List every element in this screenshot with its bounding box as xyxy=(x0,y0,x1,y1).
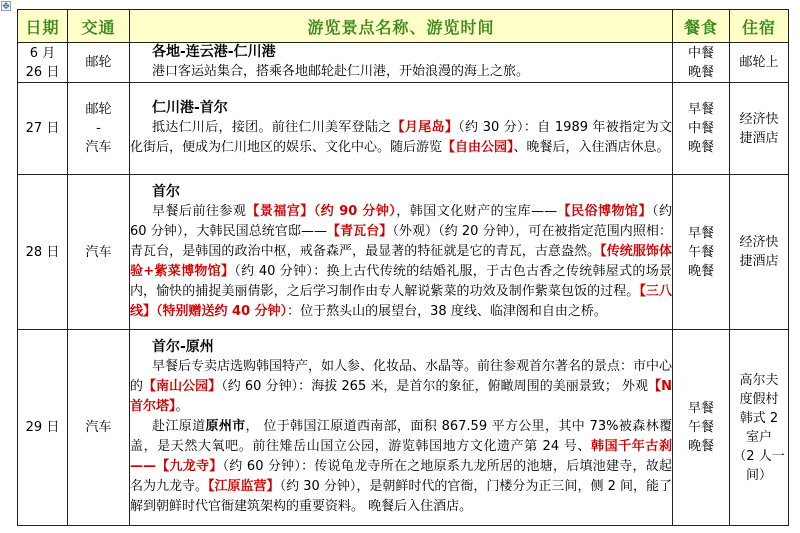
text-run: ：位于熬头山的展望台，38 度线、临津阁和自由之桥。 xyxy=(287,303,607,319)
text-run: 港口客运站集合，搭乘各地邮轮赴仁川港，开始浪漫的海上之旅。 xyxy=(152,64,530,79)
header-meals: 餐食 xyxy=(673,10,730,43)
header-date: 日期 xyxy=(18,10,68,43)
text-run: （约 40 分钟）：换上古代传统的结婚礼服，于古色古香之传统韩屋式的场景内，愉快的捕捉美丽倩影，之后学习制作由专人解说紫菜的功效及制作紫菜包饭的过程。 xyxy=(130,263,672,299)
itinerary-table xyxy=(17,9,789,526)
day-description xyxy=(130,357,672,417)
highlight-attraction: 【景福宫】（约 90 分钟） xyxy=(246,203,397,219)
highlight-attraction: 【月尾岛】 xyxy=(391,120,459,135)
highlight-attraction: 【N 首尔塔】 xyxy=(130,379,672,414)
highlight-attraction: 【三八线】（特别赠送约 40 分钟） xyxy=(130,283,672,319)
text-run: （约 60 分钟）：海拔 265 米，是首尔的象征，俯瞰周围的美丽景致； 外观 xyxy=(221,379,649,394)
hotel-cell-line: 韩式 2 xyxy=(739,410,779,426)
hotel-cell-line: 邮轮上 xyxy=(739,55,779,70)
meals-cell-line: 晚餐 xyxy=(687,64,714,80)
header-hotel: 住宿 xyxy=(730,10,789,43)
date-cell-line: 28 日 xyxy=(25,244,60,260)
traffic-cell xyxy=(68,83,130,175)
day-title: 首尔 xyxy=(152,183,180,200)
text-run: ， 位于韩国江原道西南部，面积 867.59 平方公里，其中 73%被森林覆盖，是天然大氧吧。前往雉岳山国立公园，游览韩国地方文化遗产第 24 号、 xyxy=(130,419,672,454)
highlight-attraction: 【民俗博物馆】 xyxy=(557,203,652,219)
text-run: （外观）（约 20 分钟），可在被指定范围内照相：青瓦台，是韩国的政治中枢，戒备森严，最显著的特征就是它的青瓦，古意盎然。 xyxy=(130,223,672,259)
meals-cell-line: 早餐 xyxy=(687,102,714,117)
date-cell-line: 27 日 xyxy=(25,121,60,136)
header-row xyxy=(18,10,789,43)
highlight-attraction: 韩国千年古刹——【九龙寺】 xyxy=(130,439,672,474)
meals-cell xyxy=(673,43,730,83)
text-run: 早餐后前往参观 xyxy=(152,203,247,219)
hotel-cell-line: 捷酒店 xyxy=(739,254,779,269)
text-run: 赴江原道 xyxy=(152,419,206,434)
traffic-cell-line: 邮轮 xyxy=(85,55,112,70)
traffic-cell xyxy=(68,330,130,526)
table-row xyxy=(18,83,789,175)
highlight-attraction: 【传统服饰体验+紫菜博物馆】 xyxy=(130,243,672,279)
header-traffic: 交通 xyxy=(68,10,130,43)
hotel-cell-line: （2 人一 xyxy=(733,448,785,464)
hotel-cell-line: 室户 xyxy=(745,429,772,445)
meals-cell-line: 早餐 xyxy=(687,401,714,416)
meals-cell-line: 午餐 xyxy=(687,420,714,435)
table-row xyxy=(18,175,789,330)
date-cell-line: 29 日 xyxy=(25,420,60,435)
highlight-attraction: 【青瓦台】 xyxy=(326,223,393,239)
traffic-cell-line: - xyxy=(96,121,101,136)
day-title: 各地-连云港-仁川港 xyxy=(152,44,276,60)
traffic-cell-line: 汽车 xyxy=(85,244,112,260)
text-run: ，韩国文化财产的宝库—— xyxy=(396,203,558,219)
detail-cell xyxy=(130,330,673,526)
detail-cell xyxy=(130,43,673,83)
traffic-cell-line: 汽车 xyxy=(85,140,112,155)
hotel-cell-line: 经济快 xyxy=(739,111,779,127)
traffic-cell xyxy=(68,175,130,330)
meals-cell xyxy=(673,175,730,330)
meals-cell-line: 午餐 xyxy=(687,244,714,260)
text-run: （约 60 分钟）：传说龟龙寺所在之地原系九龙所居的池塘，后填池建寺，故起名为九龙寺。 xyxy=(130,459,672,494)
hotel-cell-line: 高尔夫 xyxy=(739,372,779,388)
date-cell xyxy=(18,83,68,175)
meals-cell-line: 晚餐 xyxy=(687,263,714,279)
traffic-cell-line: 邮轮 xyxy=(85,102,112,117)
hotel-cell-line: 捷酒店 xyxy=(739,130,779,146)
highlight-attraction: 【自由公园】 xyxy=(442,140,514,155)
header-detail: 游览景点名称、游览时间 xyxy=(130,10,673,43)
text-run: （约 60 分钟），大韩民国总统官邸—— xyxy=(130,203,672,239)
day-description xyxy=(130,118,672,158)
date-cell-line: 6 月 xyxy=(29,45,56,61)
hotel-cell xyxy=(730,330,789,526)
hotel-cell xyxy=(730,83,789,175)
traffic-cell-line: 汽车 xyxy=(85,420,112,435)
highlight-city: 原州市 xyxy=(205,419,246,434)
hotel-cell xyxy=(730,175,789,330)
meals-cell xyxy=(673,83,730,175)
detail-cell xyxy=(130,83,673,175)
day-description xyxy=(130,417,672,517)
table-row xyxy=(18,43,789,83)
detail-cell xyxy=(130,175,673,330)
text-run: 、晚餐后，入住酒店休息。 xyxy=(513,140,670,155)
day-title: 首尔-原州 xyxy=(152,339,214,355)
meals-cell xyxy=(673,330,730,526)
meals-cell-line: 晚餐 xyxy=(687,140,714,155)
hotel-cell-line: 经济快 xyxy=(739,235,779,250)
text-run: （约 30 分钟），是朝鲜时代的官衙，门楼分为正三间，侧 2 间，能了解到朝鲜时代官衙建筑架构的重要资料。 晚餐后入住酒店。 xyxy=(130,479,672,514)
table-move-handle-icon[interactable]: ✥ xyxy=(2,2,10,12)
text-run: 早餐后专卖店选购韩国特产，如人参、化妆品、水晶等。前往参观首尔著名的景点：市中心的 xyxy=(130,359,673,394)
meals-cell-line: 早餐 xyxy=(687,225,714,241)
meals-cell-line: 中餐 xyxy=(687,121,714,136)
text-run: 抵达仁川后，接团。前往仁川美军登陆之 xyxy=(152,120,392,135)
hotel-cell-line: 间） xyxy=(745,467,772,483)
hotel-cell xyxy=(730,43,789,83)
traffic-cell xyxy=(68,43,130,83)
table-row xyxy=(18,330,789,526)
day-description xyxy=(130,202,672,322)
date-cell xyxy=(18,175,68,330)
date-cell-line: 26 日 xyxy=(25,64,60,80)
day-description xyxy=(130,62,672,82)
day-title: 仁川港-首尔 xyxy=(152,100,228,116)
date-cell xyxy=(18,43,68,83)
date-cell xyxy=(18,330,68,526)
highlight-attraction: 【江原监营】 xyxy=(208,479,280,494)
hotel-cell-line: 度假村 xyxy=(739,391,779,407)
meals-cell-line: 晚餐 xyxy=(687,439,714,454)
meals-cell-line: 中餐 xyxy=(687,45,714,61)
text-run: 。 xyxy=(175,399,189,414)
text-run: （约 30 分）：自 1989 年被指定为文化街后，便成为仁川地区的娱乐、文化中心。随后游览 xyxy=(130,120,672,155)
highlight-attraction: 【南山公园】 xyxy=(143,379,222,394)
